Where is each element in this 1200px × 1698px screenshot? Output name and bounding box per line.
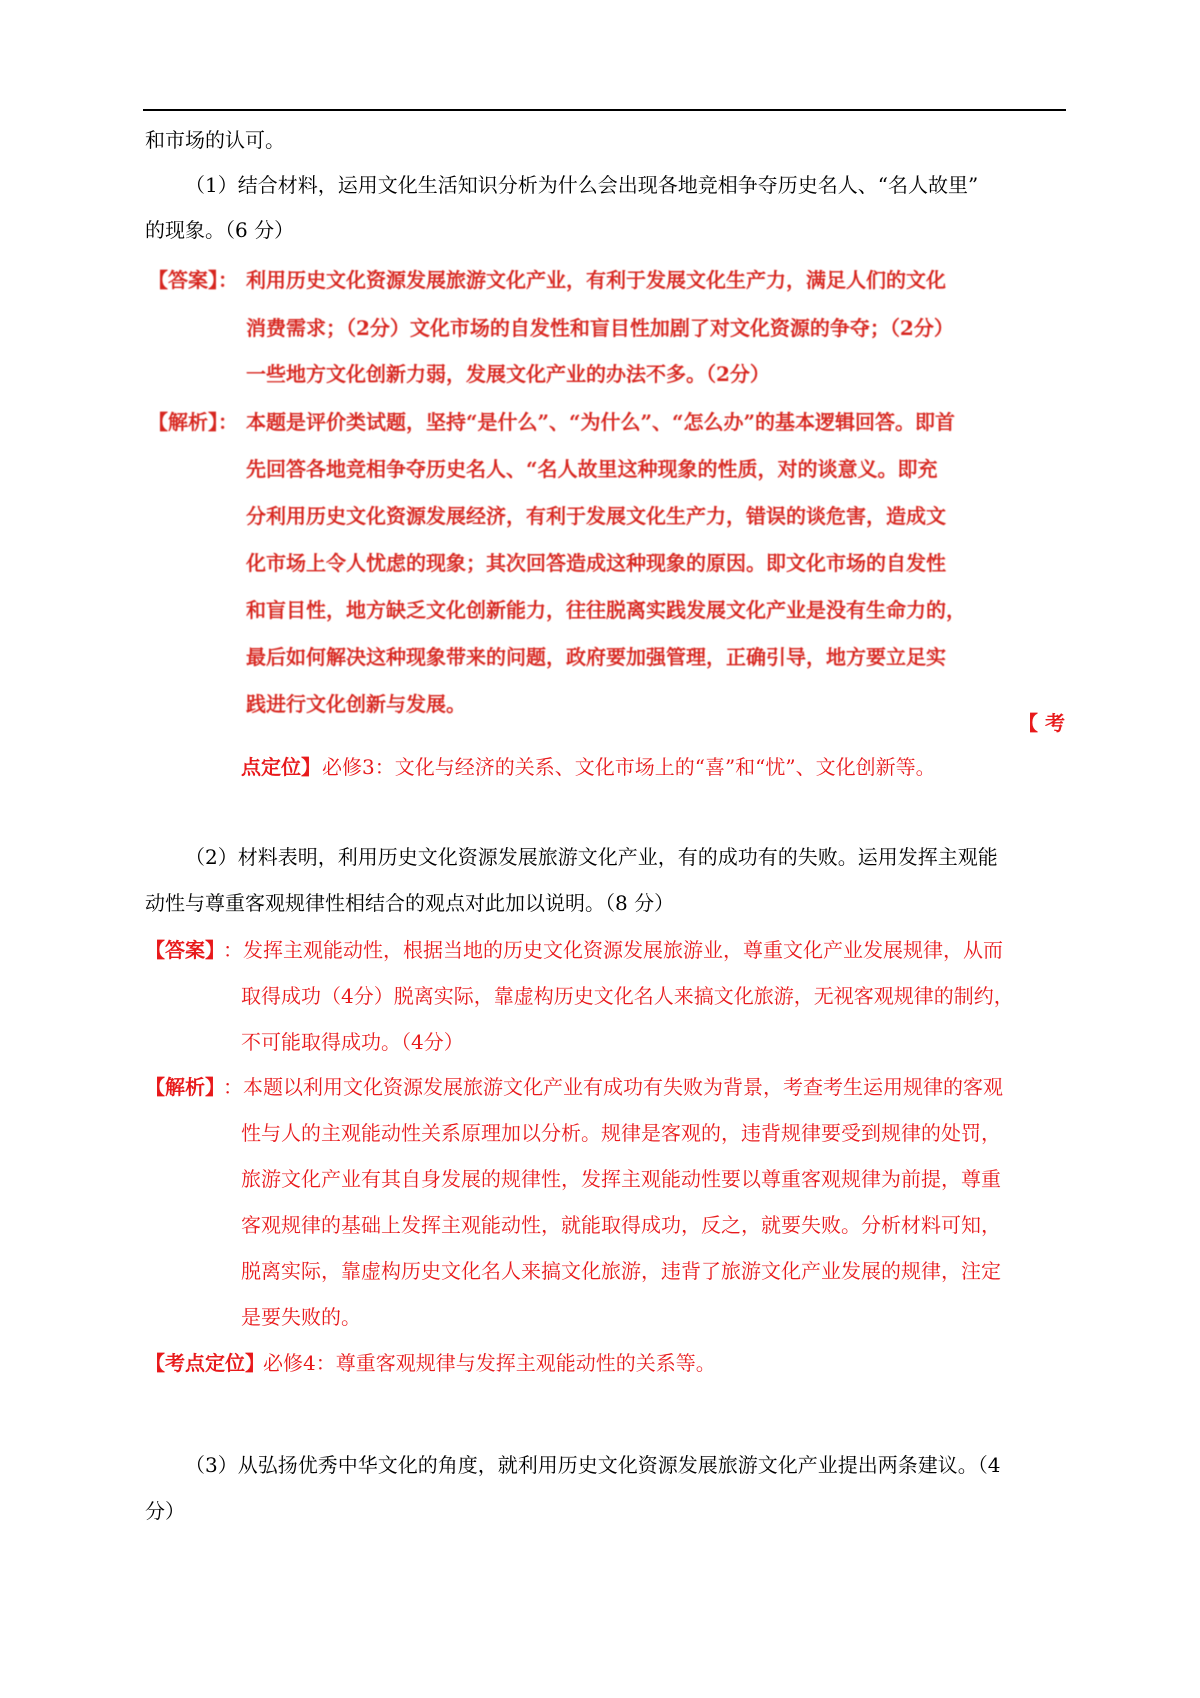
kaodian-label: 点定位】 (241, 755, 321, 779)
answer-line: 一些地方文化创新力弱，发展文化产业的办法不多。（2分） (246, 362, 770, 386)
answer-line: 取得成功（4分）脱离实际，靠虚构历史文化名人来搞文化旅游，无视客观规律的制约， (241, 984, 1014, 1008)
analysis-label: 【解析】 (145, 1075, 225, 1099)
analysis-line: 本题是评价类试题，坚持“是什么”、“为什么”、“怎么办”的基本逻辑回答。即首 (246, 410, 956, 434)
question-line: 分） (145, 1499, 185, 1523)
answer-line: 利用历史文化资源发展旅游文化产业，有利于发展文化生产力，满足人们的文化 (246, 268, 946, 292)
question-line: （2）材料表明，利用历史文化资源发展旅游文化产业，有的成功有的失败。运用发挥主观能 (185, 845, 998, 869)
question-line: （3）从弘扬优秀中华文化的角度，就利用历史文化资源发展旅游文化产业提出两条建议。（4 (185, 1453, 1001, 1477)
question-line: 的现象。（6 分） (145, 218, 295, 242)
answer-line: ：发挥主观能动性，根据当地的历史文化资源发展旅游业，尊重文化产业发展规律，从而 (223, 938, 1003, 962)
analysis-line: 最后如何解决这种现象带来的问题，政府要加强管理，正确引导，地方要立足实 (246, 645, 946, 669)
header-rule (143, 109, 1066, 111)
analysis-line: 是要失败的。 (241, 1305, 361, 1329)
analysis-line: 分利用历史文化资源发展经济，有利于发展文化生产力，错误的谈危害，造成文 (246, 504, 946, 528)
kaodian-label: 【 考 (1018, 711, 1065, 735)
analysis-line: 性与人的主观能动性关系原理加以分析。规律是客观的，违背规律要受到规律的处罚， (241, 1121, 1001, 1145)
kaodian-text: 必修3：文化与经济的关系、文化市场上的“喜”和“忧”、文化创新等。 (322, 755, 936, 779)
analysis-line: 和盲目性，地方缺乏文化创新能力，往往脱离实践发展文化产业是没有生命力的， (246, 598, 966, 622)
answer-label: 【答案】 (145, 938, 225, 962)
analysis-line: 践进行文化创新与发展。 (246, 692, 466, 716)
analysis-line: 脱离实际，靠虚构历史文化名人来搞文化旅游，违背了旅游文化产业发展的规律，注定 (241, 1259, 1001, 1283)
analysis-line: 化市场上令人忧虑的现象；其次回答造成这种现象的原因。即文化市场的自发性 (246, 551, 946, 575)
answer-label: 【答案】： (148, 268, 238, 292)
answer-line: 消费需求；（2分）文化市场的自发性和盲目性加剧了对文化资源的争夺；（2分） (246, 316, 954, 340)
answer-line: 不可能取得成功。（4分） (241, 1030, 464, 1054)
analysis-line: ：本题以利用文化资源发展旅游文化产业有成功有失败为背景，考查考生运用规律的客观 (223, 1075, 1003, 1099)
question-line: 动性与尊重客观规律性相结合的观点对此加以说明。（8 分） (145, 891, 675, 915)
analysis-line: 先回答各地竞相争夺历史名人、“名人故里这种现象的性质，对的谈意义。即充 (246, 457, 938, 481)
kaodian-text: 必修4：尊重客观规律与发挥主观能动性的关系等。 (263, 1351, 716, 1375)
question-line: （1）结合材料，运用文化生活知识分析为什么会出现各地竞相争夺历史名人、“名人故里” (185, 173, 979, 197)
analysis-line: 客观规律的基础上发挥主观能动性，就能取得成功，反之，就要失败。分析材料可知， (241, 1213, 1001, 1237)
kaodian-label: 【考点定位】 (145, 1351, 265, 1375)
analysis-line: 旅游文化产业有其自身发展的规律性，发挥主观能动性要以尊重客观规律为前提，尊重 (241, 1167, 1001, 1191)
analysis-label: 【解析】： (148, 410, 238, 434)
text-line: 和市场的认可。 (145, 128, 285, 152)
